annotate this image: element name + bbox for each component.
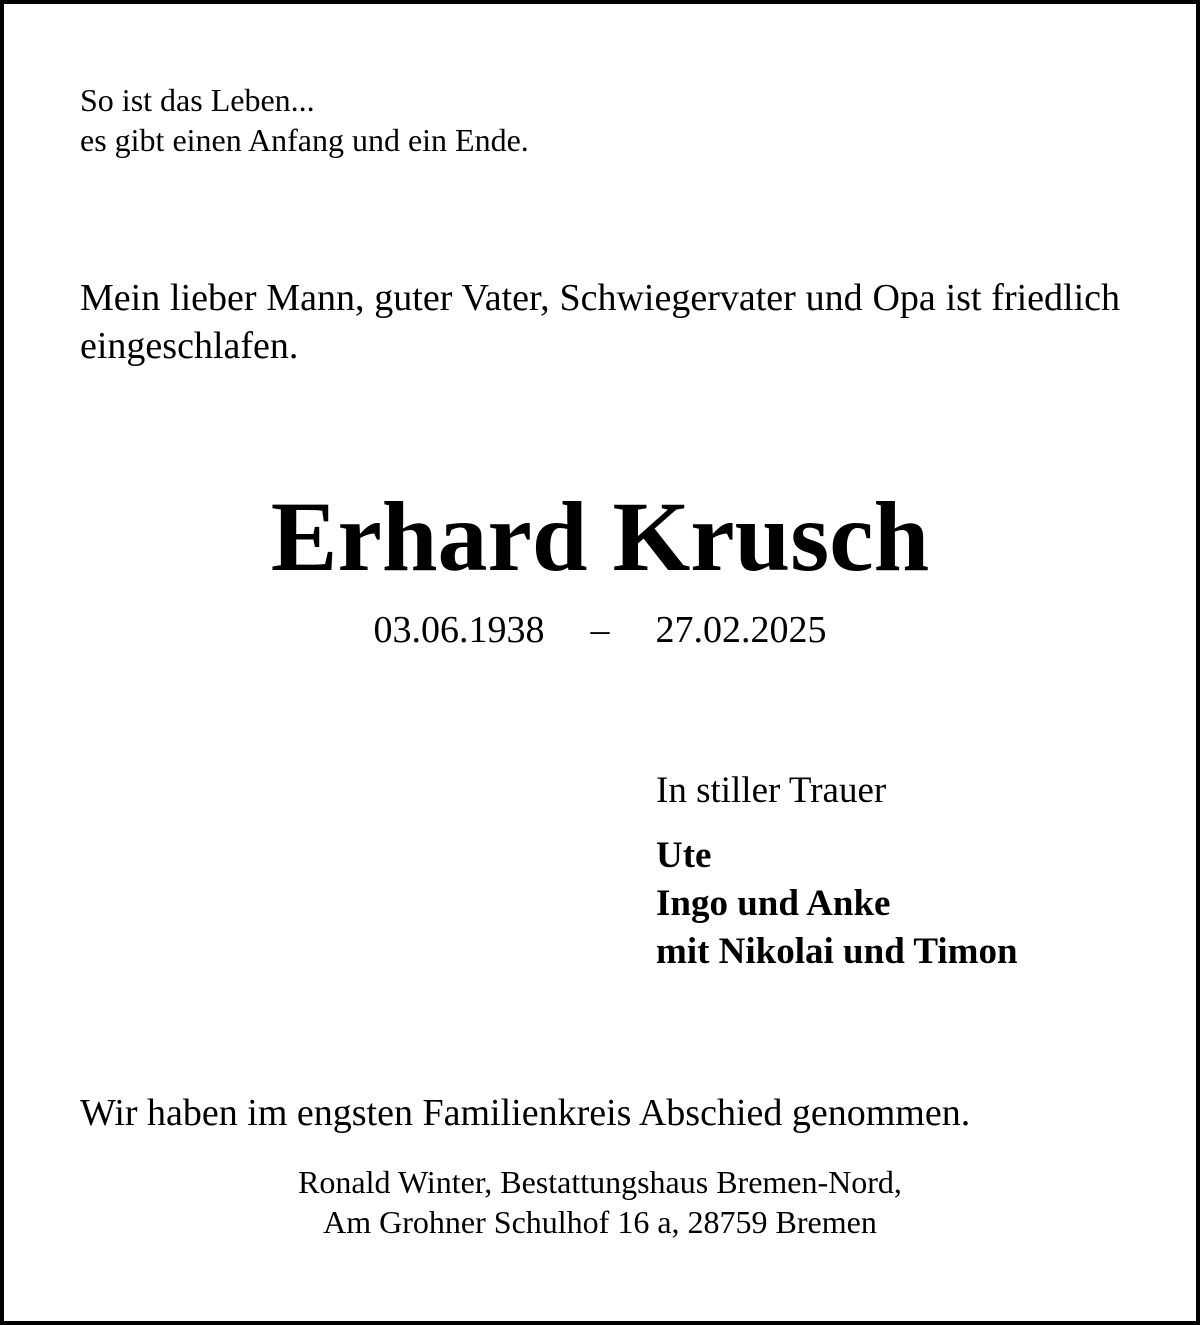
death-date: 27.02.2025 — [655, 609, 827, 651]
mourner-name: Ute — [656, 835, 712, 876]
mourner-names — [656, 832, 1018, 976]
motto — [80, 80, 529, 160]
motto-line-1: So ist das Leben... — [80, 82, 315, 118]
mourner-name: Ingo und Anke — [656, 883, 891, 924]
undertaker-info — [0, 1162, 1200, 1242]
deceased-name: Erhard Krusch — [270, 481, 930, 592]
undertaker-line-2: Am Grohner Schulhof 16 a, 28759 Bremen — [323, 1204, 877, 1240]
undertaker-line-1: Ronald Winter, Bestattungshaus Bremen-Nord, — [298, 1164, 902, 1200]
date-separator: – — [590, 609, 610, 651]
birth-date: 03.06.1938 — [373, 609, 545, 651]
mourning-intro: In stiller Trauer — [656, 770, 887, 811]
mourners-block — [656, 768, 1018, 976]
motto-line-2: es gibt einen Anfang und ein Ende. — [80, 122, 529, 158]
farewell-text: Wir haben im engsten Familienkreis Abschied genommen. — [80, 1092, 971, 1134]
life-dates — [0, 608, 1200, 652]
announcement-text: Mein lieber Mann, guter Vater, Schwiegervater und Opa ist friedlich eingeschlafen. — [80, 277, 1120, 367]
mourner-name: mit Nikolai und Timon — [656, 931, 1018, 972]
